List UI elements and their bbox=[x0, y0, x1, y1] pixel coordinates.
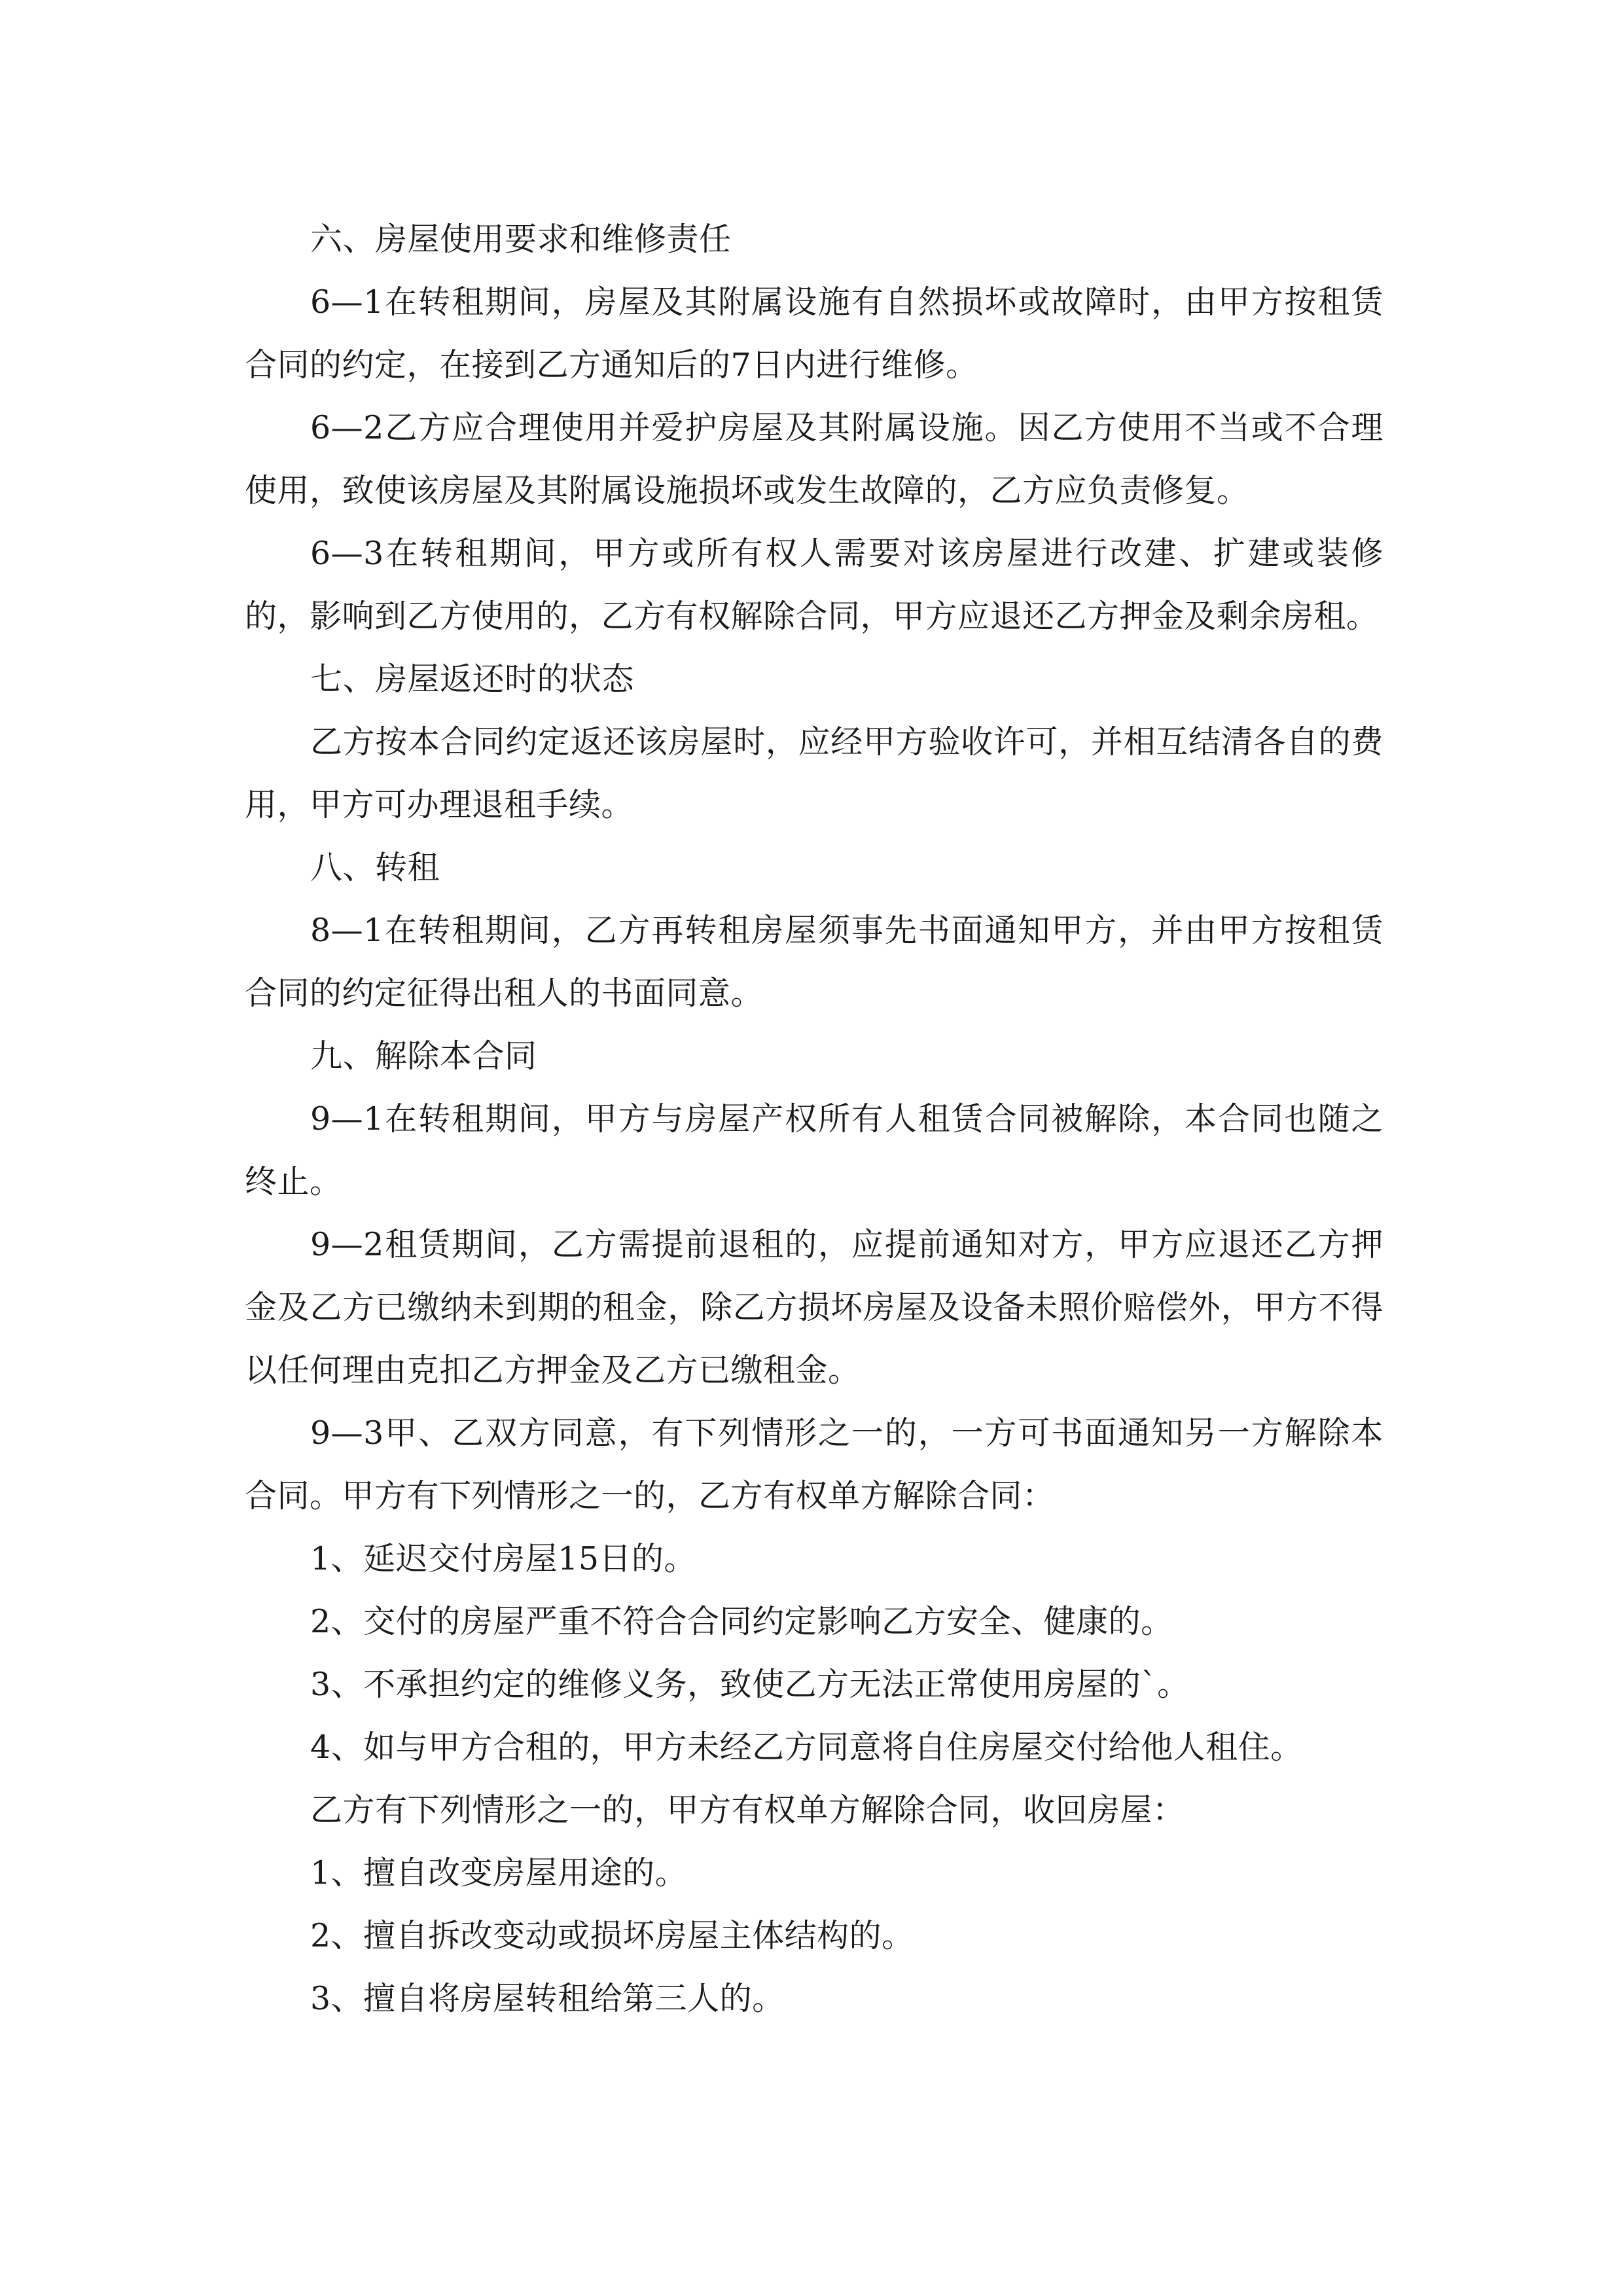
clause-6-2: 6—2乙方应合理使用并爱护房屋及其附属设施。因乙方使用不当或不合理使用，致使该房屋及其附属设施损坏或发生故障的，乙方应负责修复。 bbox=[245, 409, 1383, 509]
list-item: 2、擅自拆改变动或损坏房屋主体结构的。 bbox=[310, 1917, 914, 1954]
list-item: 2、交付的房屋严重不符合合同约定影响乙方安全、健康的。 bbox=[310, 1603, 1173, 1640]
list-item: 1、擅自改变房屋用途的。 bbox=[310, 1854, 688, 1892]
list-item: 4、如与甲方合租的，甲方未经乙方同意将自住房屋交付给他人租住。 bbox=[310, 1729, 1303, 1766]
section-heading-7: 七、房屋返还时的状态 bbox=[310, 660, 635, 698]
clause-6-3: 6—3在转租期间，甲方或所有权人需要对该房屋进行改建、扩建或装修的，影响到乙方使用的，乙方有权解除合同，甲方应退还乙方押金及剩余房租。 bbox=[245, 535, 1383, 635]
list-item: 3、不承担约定的维修义务，致使乙方无法正常使用房屋的`。 bbox=[310, 1666, 1190, 1703]
clause-7: 乙方按本合同约定返还该房屋时，应经甲方验收许可，并相互结清各自的费用，甲方可办理退租手续。 bbox=[245, 723, 1383, 823]
section-heading-6: 六、房屋使用要求和维修责任 bbox=[310, 221, 732, 258]
document-body bbox=[245, 208, 1383, 2030]
section-heading-8: 八、转租 bbox=[310, 849, 440, 886]
section-heading-9: 九、解除本合同 bbox=[310, 1037, 537, 1075]
clause-9-3: 9—3甲、乙双方同意，有下列情形之一的，一方可书面通知另一方解除本合同。甲方有下列情形之一的，乙方有权单方解除合同： bbox=[245, 1414, 1383, 1515]
clause-9-1: 9—1在转租期间，甲方与房屋产权所有人租赁合同被解除，本合同也随之终止。 bbox=[245, 1100, 1383, 1200]
clause-6-1: 6—1在转租期间，房屋及其附属设施有自然损坏或故障时，由甲方按租赁合同的约定，在接到乙方通知后的7日内进行维修。 bbox=[245, 283, 1383, 384]
list-item: 1、延迟交付房屋15日的。 bbox=[310, 1540, 697, 1577]
clause-9-2: 9—2租赁期间，乙方需提前退租的，应提前通知对方，甲方应退还乙方押金及乙方已缴纳未到期的租金，除乙方损坏房屋及设备未照价赔偿外，甲方不得以任何理由克扣乙方押金及乙方已缴租金。 bbox=[245, 1226, 1383, 1389]
clause-8-1: 8—1在转租期间，乙方再转租房屋须事先书面通知甲方，并由甲方按租赁合同的约定征得出租人的书面同意。 bbox=[245, 912, 1383, 1012]
clause-party-b-conditions: 乙方有下列情形之一的，甲方有权单方解除合同，收回房屋： bbox=[310, 1791, 1185, 1829]
list-item: 3、擅自将房屋转租给第三人的。 bbox=[310, 1980, 785, 2017]
